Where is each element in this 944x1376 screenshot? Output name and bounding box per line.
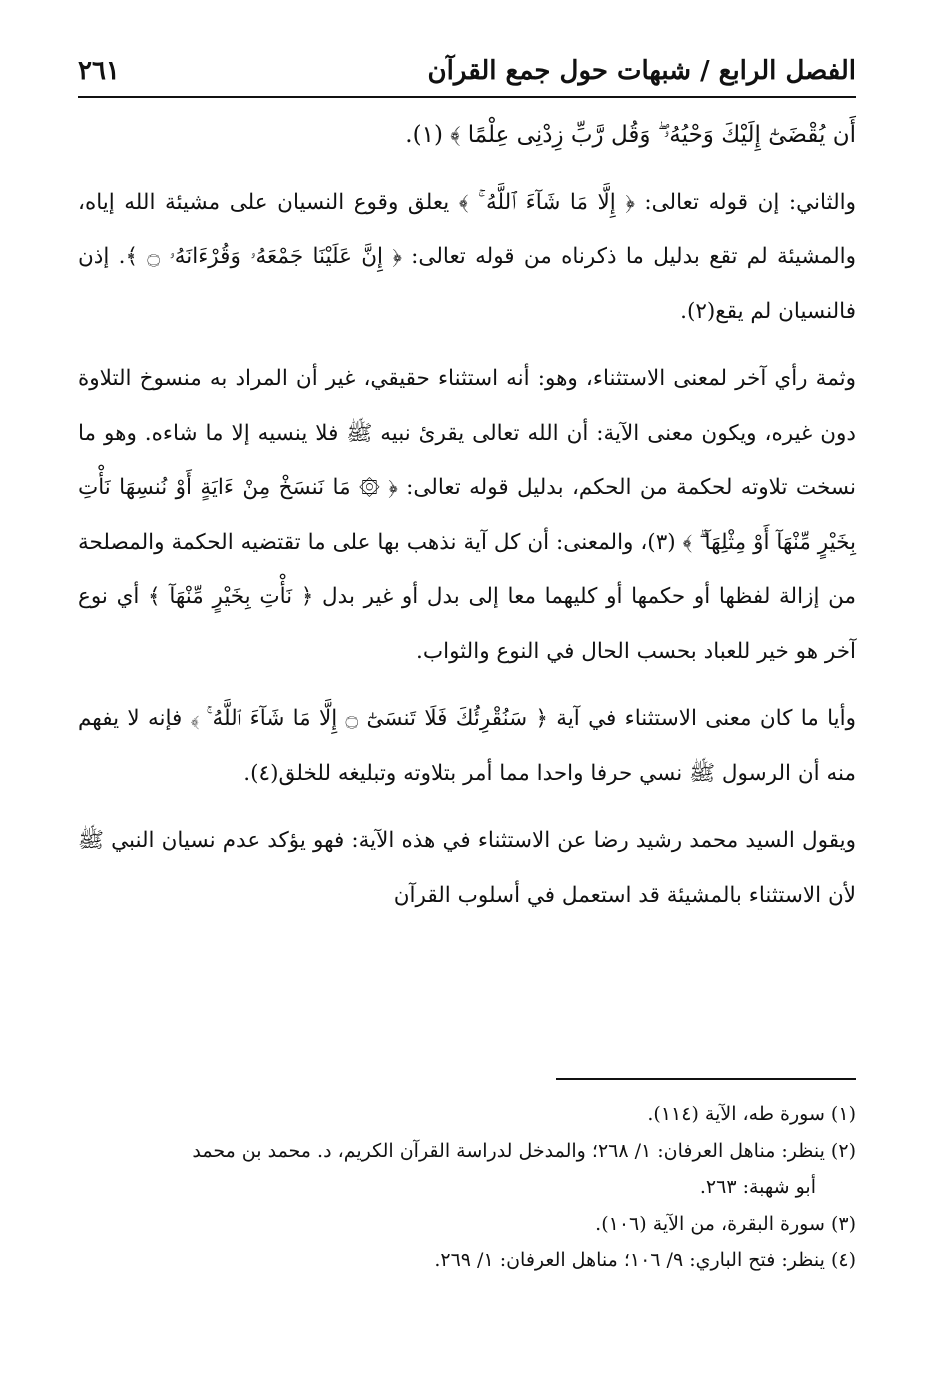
paragraph-rashid-rida: ويقول السيد محمد رشيد رضا عن الاستثناء في هذه الآية: فهو يؤكد عدم نسيان النبي ﷺ لأن الاستثناء بالمشيئة قد استعمل في أسلوب القرآن [78, 828, 856, 908]
footnotes [78, 1096, 856, 1279]
main-text [78, 108, 856, 936]
running-title: الفصل الرابع / شبهات حول جمع القرآن [427, 56, 856, 86]
footnote-4: (٤) ينظر: فتح الباري: ٩/ ١٠٦؛ مناهل العرفان: ١/ ٢٦٩. [434, 1249, 856, 1271]
footnote-2-continuation: أبو شهبة: ٢٦٣. [699, 1176, 816, 1198]
footnote-3: (٣) سورة البقرة، من الآية (١٠٦). [595, 1212, 856, 1235]
footnote-1: (١) سورة طه، الآية (١١٤). [647, 1103, 856, 1125]
paragraph-other-opinion: وثمة رأي آخر لمعنى الاستثناء، وهو: أنه استثناء حقيقي، غير أن المراد به منسوخ التلاوة دون غيره، ويكون معنى الآية: أن الله تعالى يقرئ نبيه ﷺ فلا ينسيه إلا ما شاءه. وهو ما نسخت تلاوته لحكمة من الحكم، بدليل قوله تعالى: ﴿ ۞ مَا نَنسَخْ مِنْ ءَايَةٍ أَوْ نُنسِهَا نَأْتِ بِخَيْرٍ مِّنْهَآ أَوْ مِثْلِهَآ ۗ ﴾ (٣)، والمعنى: أن كل آية نذهب بها على ما تقتضيه الحكمة والمصلحة من إزالة لفظها أو حكمها أو كليهما معا إلى بدل أو غير بدل ﴿ نَأْتِ بِخَيْرٍ مِّنْهَآ ﴾ أي نوع آخر هو خير للعباد بحسب الحال في النوع والثواب. [78, 366, 857, 664]
page-header [78, 50, 856, 98]
paragraph-exception-meaning: وأيا ما كان معنى الاستثناء في آية ﴿ سَنُقْرِئُكَ فَلَا تَنسَىٰٓ ۝ إِلَّا مَا شَآءَ ٱللَّهُ ۚ ﴾ فإنه لا يفهم منه أن الرسول ﷺ نسي حرفا واحدا مما أمر بتلاوته وتبليغه للخلق(٤). [78, 706, 856, 786]
footnote-2: (٢) ينظر: مناهل العرفان: ١/ ٢٦٨؛ والمدخل لدراسة القرآن الكريم، د. محمد بن محمد [192, 1139, 856, 1162]
page-number: ٢٦١ [78, 56, 120, 86]
paragraph-second-argument: والثاني: إن قوله تعالى: ﴿ إِلَّا مَا شَآءَ ٱللَّهُ ۚ ﴾ يعلق وقوع النسيان على مشيئة الله إياه، والمشيئة لم تقع بدليل ما ذكرناه من قوله تعالى: ﴿ إِنَّ عَلَيْنَا جَمْعَهُۥ وَقُرْءَانَهُۥ ۝ ﴾. إذن فالنسيان لم يقع(٢). [78, 189, 856, 324]
footnote-separator [556, 1078, 856, 1080]
paragraph-quran-continuation: أَن يُقْضَىٰٓ إِلَيْكَ وَحْيُهُۥ ۖ وَقُل رَّبِّ زِدْنِى عِلْمًا ﴾ (١). [405, 122, 856, 148]
